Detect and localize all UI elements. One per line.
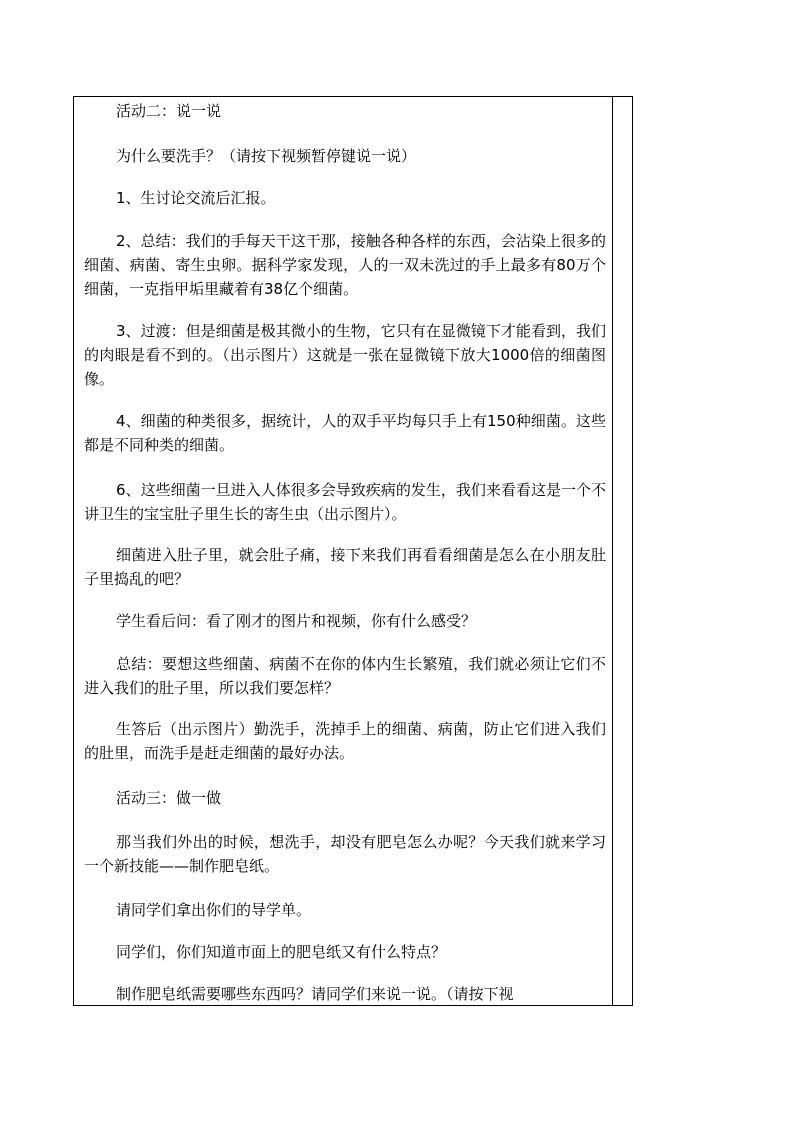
paragraph-step-3: 3、过渡：但是细菌是极其微小的生物，它只有在显微镜下才能看到，我们的肉眼是看不到的。（出示图片）这就是一张在显微镜下放大1000倍的细菌图像。	[84, 322, 606, 388]
paragraph-step-6: 6、这些细菌一旦进入人体很多会导致疾病的发生，我们来看看这是一个不讲卫生的宝宝肚子里生长的寄生虫（出示图片）。	[84, 481, 606, 523]
paragraph-soap-paper-intro: 那当我们外出的时候，想洗手，却没有肥皂怎么办呢？今天我们就来学习一个新技能——制作肥皂纸。	[84, 833, 606, 875]
lesson-table	[73, 96, 633, 1006]
paragraph-step-4: 4、细菌的种类很多，据统计，人的双手平均每只手上有150种细菌。这些都是不同种类的细菌。	[84, 412, 606, 454]
paragraph-summary: 总结：要想这些细菌、病菌不在你的体内生长繁殖，我们就必须让它们不进入我们的肚子里，所以我们要怎样？	[84, 655, 606, 697]
paragraph-guide-sheet: 请同学们拿出你们的导学单。	[116, 901, 312, 919]
lesson-content-cell	[74, 97, 612, 1005]
paragraph-activity-three: 活动三：做一做	[116, 789, 222, 807]
paragraph-wash-hands: 生答后（出示图片）勤洗手，洗掉手上的细菌、病菌，防止它们进入我们的肚里，而洗手是赶走细菌的最好办法。	[84, 720, 606, 762]
paragraph-step-2: 2、总结：我们的手每天干这干那，接触各种各样的东西，会沾染上很多的细菌、病菌、寄生虫卵。据科学家发现，人的一双未洗过的手上最多有80万个细菌，一克指甲垢里藏着有38亿个细菌。	[84, 232, 606, 298]
paragraph-soap-features: 同学们，你们知道市面上的肥皂纸又有什么特点？	[116, 943, 447, 961]
paragraph-step-1: 1、生讨论交流后汇报。	[116, 189, 276, 207]
paragraph-why-wash: 为什么要洗手？（请按下视频暂停键说一说）	[116, 147, 417, 165]
paragraph-activity-two: 活动二：说一说	[116, 102, 222, 120]
paragraph-bacteria-stomach: 细菌进入肚子里，就会肚子痛，接下来我们再看看细菌是怎么在小朋友肚子里捣乱的吧？	[84, 546, 606, 588]
paragraph-student-question: 学生看后问：看了刚才的图片和视频，你有什么感受？	[116, 612, 477, 630]
notes-cell	[613, 97, 632, 1005]
paragraph-materials: 制作肥皂纸需要哪些东西吗？请同学们来说一说。（请按下视	[116, 985, 514, 1003]
